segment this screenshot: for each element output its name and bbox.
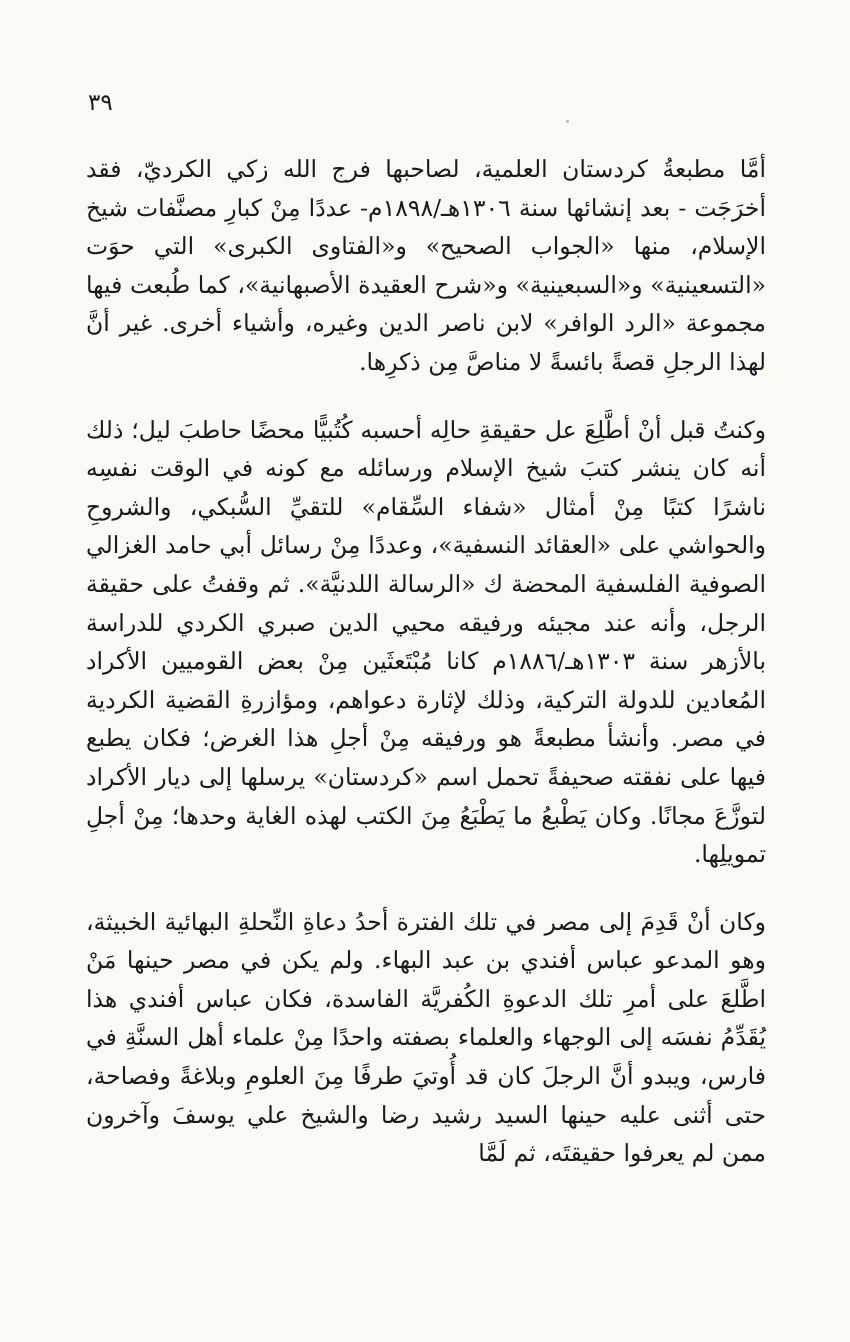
paragraph-publisher-truth: وكنتُ قبل أنْ أطَّلِعَ عل حقيقةِ حالِه أحسبه كُتُبيًّا محضًا حاطبَ ليل؛ ذلك أنه كان ينشر كتبَ شيخ الإسلام ورسائله مع كونه في الوقت نفسِه ناشرًا كتبًا مِنْ أمثال «شفاء السِّقام» للتقيِّ السُّبكي، والشروحِ والحواشي على «العقائد النسفية»، وعددًا مِنْ رسائل أبي حامد الغزالي الصوفية الفلسفية المحضة ك «الرسالة اللدنيَّة». ثم وقفتُ على حقيقة الرجل، وأنه عند مجيئه ورفيقه محيي الدين صبري الكردي للدراسة بالأزهر سنة ١٣٠٣هـ/١٨٨٦م كانا مُبْتَعثَين مِنْ بعض القوميين الأكراد المُعادين للدولة التركية، وذلك لإثارة دعواهم، ومؤازرةِ القضية الكردية في مصر. وأنشأ مطبعةً هو ورفيقه مِنْ أجلِ هذا الغرض؛ فكان يطبع فيها على نفقته صحيفةً تحمل اسم «كردستان» يرسلها إلى ديار الأكراد لتوزَّعَ مجانًا. وكان يَطْبعُ ما يَطْبَعُ مِنَ الكتب لهذه الغاية وحدها؛ مِنْ أجلِ تمويلِها. (86, 415, 767, 869)
body-text (86, 150, 766, 1173)
paper-speck (566, 120, 569, 123)
page-number: ٣٩ (88, 90, 113, 116)
paragraph-kurdistan-press: أمَّا مطبعةُ كردستان العلمية، لصاحبها فرج الله زكي الكرديّ، فقد أخرَجَت - بعد إنشائها سنة ١٣٠٦هـ/١٨٩٨م- عددًا مِنْ كبارِ مصنَّفات شيخ الإسلام، منها «الجواب الصحيح» و«الفتاوى الكبرى» التي حوَت «التسعينية» و«السبعينية» و«شرح العقيدة الأصبهانية»، كما طُبعت فيها مجموعة «الرد الوافر» لابن ناصر الدين وغيره، وأشياء أخرى. غير أنَّ لهذا الرجلِ قصةً بائسةً لا مناصَّ مِن ذكرِها. (86, 155, 766, 376)
paragraph-bahai-preacher: وكان أنْ قَدِمَ إلى مصر في تلك الفترة أحدُ دعاةِ النِّحلةِ البهائية الخبيثة، وهو المدعو عباس أفندي بن عبد البهاء. ولم يكن في مصر حينها مَنْ اطَّلعَ على أمرِ تلك الدعوةِ الكُفريَّة الفاسدة، فكان عباس أفندي هذا يُقَدِّمُ نفسَه إلى الوجهاء والعلماء بصفته واحدًا مِنْ علماء أهل السنَّةِ في فارس، ويبدو أنَّ الرجلَ كان قد أُوتيَ طرفًا مِنَ العلومِ وبلاغةً وفصاحة، حتى أثنى عليه حينها السيد رشيد رضا والشيخ علي يوسفَ وآخرون ممن لم يعرفوا حقيقتَه، ثم لَمَّا (86, 907, 766, 1168)
